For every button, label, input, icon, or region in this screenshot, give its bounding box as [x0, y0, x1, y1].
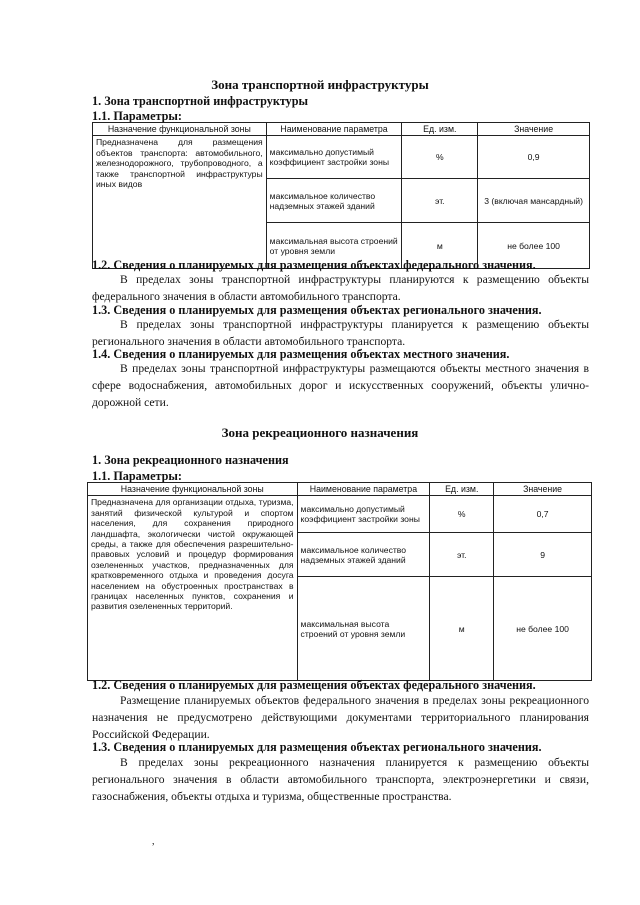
param-value: 9 [494, 533, 592, 577]
param-unit: % [402, 136, 478, 179]
header-unit: Ед. изм. [402, 123, 478, 136]
header-value: Значение [494, 483, 592, 496]
param-value: не более 100 [494, 577, 592, 681]
header-unit: Ед. изм. [430, 483, 494, 496]
param-name: максимальная высота строений от уровня земли [266, 223, 402, 269]
header-param: Наименование параметра [266, 123, 402, 136]
heading-transport-zone: 1. Зона транспортной инфраструктуры [92, 94, 309, 108]
param-unit: % [430, 496, 494, 533]
param-value: 3 (включая мансардный) [478, 179, 590, 223]
recreation-params-table [87, 482, 592, 681]
heading-recreation-federal: 1.2. Сведения о планируемых для размещения объектах федерального значения. [92, 678, 536, 692]
heading-recreation-regional: 1.3. Сведения о планируемых для размещения объектах регионального значения. [92, 740, 542, 754]
paragraph-transport-regional: В пределах зоны транспортной инфраструктуры планируется к размещению объекты регионального значения в области автомобильного транспорта. [92, 318, 589, 348]
purpose-cell: Предназначена для размещения объектов транспорта: автомобильного, железнодорожного, трубопроводного, а также транспортной инфраструктуры иных видов [93, 136, 267, 269]
paragraph-transport-local: В пределах зоны транспортной инфраструктуры размещаются объекты местного значения в сфере водоснабжения, автомобильных дорог и искусственных сооружений, объекты улично-дорожной сети. [92, 362, 589, 409]
param-name: максимальное количество надземных этажей зданий [297, 533, 430, 577]
param-name: максимальное количество надземных этажей зданий [266, 179, 402, 223]
param-name: максимально допустимый коэффициент застройки зоны [266, 136, 402, 179]
param-unit: эт. [430, 533, 494, 577]
heading-recreation-params: 1.1. Параметры: [92, 469, 182, 483]
param-unit: эт. [402, 179, 478, 223]
header-purpose: Назначение функциональной зоны [93, 123, 267, 136]
heading-transport-params: 1.1. Параметры: [92, 109, 182, 123]
table-header-row [88, 483, 592, 496]
heading-recreation-zone: 1. Зона рекреационного назначения [92, 453, 289, 467]
param-value: не более 100 [478, 223, 590, 269]
param-value: 0,9 [478, 136, 590, 179]
section-title-recreation: Зона рекреационного назначения [221, 425, 419, 440]
paragraph-recreation-federal: Размещение планируемых объектов федерального значения в пределах зоны рекреационного назначения не предусмотрено действующими документами территориального планирования Российской Федерации. [92, 694, 589, 741]
table-header-row [93, 123, 590, 136]
header-param: Наименование параметра [297, 483, 430, 496]
table-row [93, 136, 590, 179]
param-unit: м [402, 223, 478, 269]
paragraph-recreation-regional: В пределах зоны рекреационного назначения планируется к размещению объекты регионального значения в области автомобильного транспорта, электроэнергетики и связи, газоснабжения, объекты отдыха и туризма, общественные пространства. [92, 756, 589, 803]
section-title-transport: Зона транспортной инфраструктуры [211, 77, 429, 92]
header-value: Значение [478, 123, 590, 136]
param-unit: м [430, 577, 494, 681]
param-name: максимальная высота строений от уровня земли [297, 577, 430, 681]
param-value: 0,7 [494, 496, 592, 533]
header-purpose: Назначение функциональной зоны [88, 483, 298, 496]
purpose-cell: Предназначена для организации отдыха, туризма, занятий физической культурой и спортом населения, для сохранения природного ландшафта, экологически чистой окружающей среды, а также для обеспечения разрешительно-правовых условий и процедур формирования озелененных участков, предназначенных для кратковременного отдыха и проведения досуга населением на обустроенных пространствах в границах населенных пунктов, сохранения и развития озелененных территорий. [88, 496, 298, 681]
heading-transport-federal: 1.2. Сведения о планируемых для размещения объектах федерального значения. [92, 258, 536, 272]
heading-transport-local: 1.4. Сведения о планируемых для размещения объектах местного значения. [92, 347, 510, 361]
transport-params-table [92, 122, 590, 269]
paragraph-transport-federal: В пределах зоны транспортной инфраструктуры планируются к размещению объекты федерального значения в области автомобильного транспорта. [92, 273, 589, 303]
heading-transport-regional: 1.3. Сведения о планируемых для размещения объектах регионального значения. [92, 303, 542, 317]
table-row [88, 496, 592, 533]
stray-mark: , [152, 836, 155, 847]
param-name: максимально допустимый коэффициент застройки зоны [297, 496, 430, 533]
